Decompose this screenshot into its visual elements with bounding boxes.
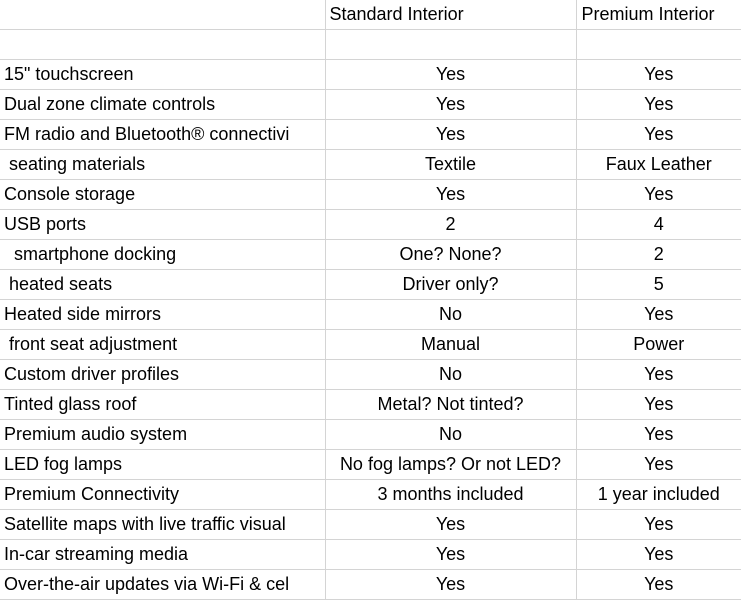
premium-interior-cell[interactable] <box>576 30 741 60</box>
table-row <box>0 60 741 90</box>
table-row <box>0 90 741 120</box>
standard-interior-cell[interactable]: Textile <box>325 150 576 180</box>
standard-interior-cell[interactable]: Metal? Not tinted? <box>325 390 576 420</box>
standard-interior-cell[interactable]: Driver only? <box>325 270 576 300</box>
standard-interior-cell[interactable]: Yes <box>325 120 576 150</box>
premium-interior-cell[interactable]: Yes <box>576 510 741 540</box>
feature-cell[interactable]: front seat adjustment <box>0 330 325 360</box>
feature-cell[interactable] <box>0 30 325 60</box>
premium-interior-cell[interactable]: Yes <box>576 540 741 570</box>
feature-cell[interactable]: 15" touchscreen <box>0 60 325 90</box>
header-cell-premium-interior[interactable]: Premium Interior <box>576 0 741 30</box>
table-row <box>0 30 741 60</box>
standard-interior-cell[interactable]: 3 months included <box>325 480 576 510</box>
standard-interior-cell[interactable]: No fog lamps? Or not LED? <box>325 450 576 480</box>
feature-cell[interactable]: Custom driver profiles <box>0 360 325 390</box>
header-cell-feature[interactable] <box>0 0 325 30</box>
feature-cell[interactable]: FM radio and Bluetooth® connectivi <box>0 120 325 150</box>
premium-interior-cell[interactable]: 2 <box>576 240 741 270</box>
feature-cell[interactable]: Satellite maps with live traffic visual <box>0 510 325 540</box>
premium-interior-cell[interactable]: Faux Leather <box>576 150 741 180</box>
standard-interior-cell[interactable]: 2 <box>325 210 576 240</box>
standard-interior-cell[interactable]: Yes <box>325 510 576 540</box>
table-row <box>0 270 741 300</box>
header-cell-standard-interior[interactable]: Standard Interior <box>325 0 576 30</box>
table-row <box>0 240 741 270</box>
standard-interior-cell[interactable]: Yes <box>325 90 576 120</box>
table-row <box>0 390 741 420</box>
table-row <box>0 570 741 600</box>
premium-interior-cell[interactable]: Yes <box>576 60 741 90</box>
standard-interior-cell[interactable] <box>325 30 576 60</box>
feature-cell[interactable]: USB ports <box>0 210 325 240</box>
standard-interior-cell[interactable]: Yes <box>325 570 576 600</box>
premium-interior-cell[interactable]: Yes <box>576 570 741 600</box>
premium-interior-cell[interactable]: Yes <box>576 390 741 420</box>
feature-cell[interactable]: LED fog lamps <box>0 450 325 480</box>
premium-interior-cell[interactable]: Yes <box>576 90 741 120</box>
premium-interior-cell[interactable]: Yes <box>576 120 741 150</box>
feature-cell[interactable]: Tinted glass roof <box>0 390 325 420</box>
premium-interior-cell[interactable]: Yes <box>576 420 741 450</box>
table-row <box>0 120 741 150</box>
premium-interior-cell[interactable]: 1 year included <box>576 480 741 510</box>
feature-cell[interactable]: Premium audio system <box>0 420 325 450</box>
premium-interior-cell[interactable]: Yes <box>576 300 741 330</box>
table-row <box>0 540 741 570</box>
standard-interior-cell[interactable]: Manual <box>325 330 576 360</box>
table-row <box>0 150 741 180</box>
standard-interior-cell[interactable]: No <box>325 300 576 330</box>
header-row <box>0 0 741 30</box>
premium-interior-cell[interactable]: Yes <box>576 360 741 390</box>
table-row <box>0 360 741 390</box>
feature-cell[interactable]: Premium Connectivity <box>0 480 325 510</box>
feature-cell[interactable]: Console storage <box>0 180 325 210</box>
standard-interior-cell[interactable]: One? None? <box>325 240 576 270</box>
standard-interior-cell[interactable]: No <box>325 360 576 390</box>
feature-cell[interactable]: seating materials <box>0 150 325 180</box>
premium-interior-cell[interactable]: 4 <box>576 210 741 240</box>
premium-interior-cell[interactable]: Yes <box>576 450 741 480</box>
feature-cell[interactable]: Over-the-air updates via Wi-Fi & cel <box>0 570 325 600</box>
standard-interior-cell[interactable]: Yes <box>325 60 576 90</box>
standard-interior-cell[interactable]: No <box>325 420 576 450</box>
feature-cell[interactable]: Dual zone climate controls <box>0 90 325 120</box>
premium-interior-cell[interactable]: 5 <box>576 270 741 300</box>
standard-interior-cell[interactable]: Yes <box>325 180 576 210</box>
table-row <box>0 450 741 480</box>
table-row <box>0 480 741 510</box>
feature-cell[interactable]: Heated side mirrors <box>0 300 325 330</box>
table-row <box>0 210 741 240</box>
standard-interior-cell[interactable]: Yes <box>325 540 576 570</box>
table-row <box>0 330 741 360</box>
premium-interior-cell[interactable]: Power <box>576 330 741 360</box>
table-row <box>0 180 741 210</box>
feature-cell[interactable]: heated seats <box>0 270 325 300</box>
feature-cell[interactable]: smartphone docking <box>0 240 325 270</box>
premium-interior-cell[interactable]: Yes <box>576 180 741 210</box>
table-row <box>0 420 741 450</box>
table-row <box>0 300 741 330</box>
feature-cell[interactable]: In-car streaming media <box>0 540 325 570</box>
table-row <box>0 510 741 540</box>
